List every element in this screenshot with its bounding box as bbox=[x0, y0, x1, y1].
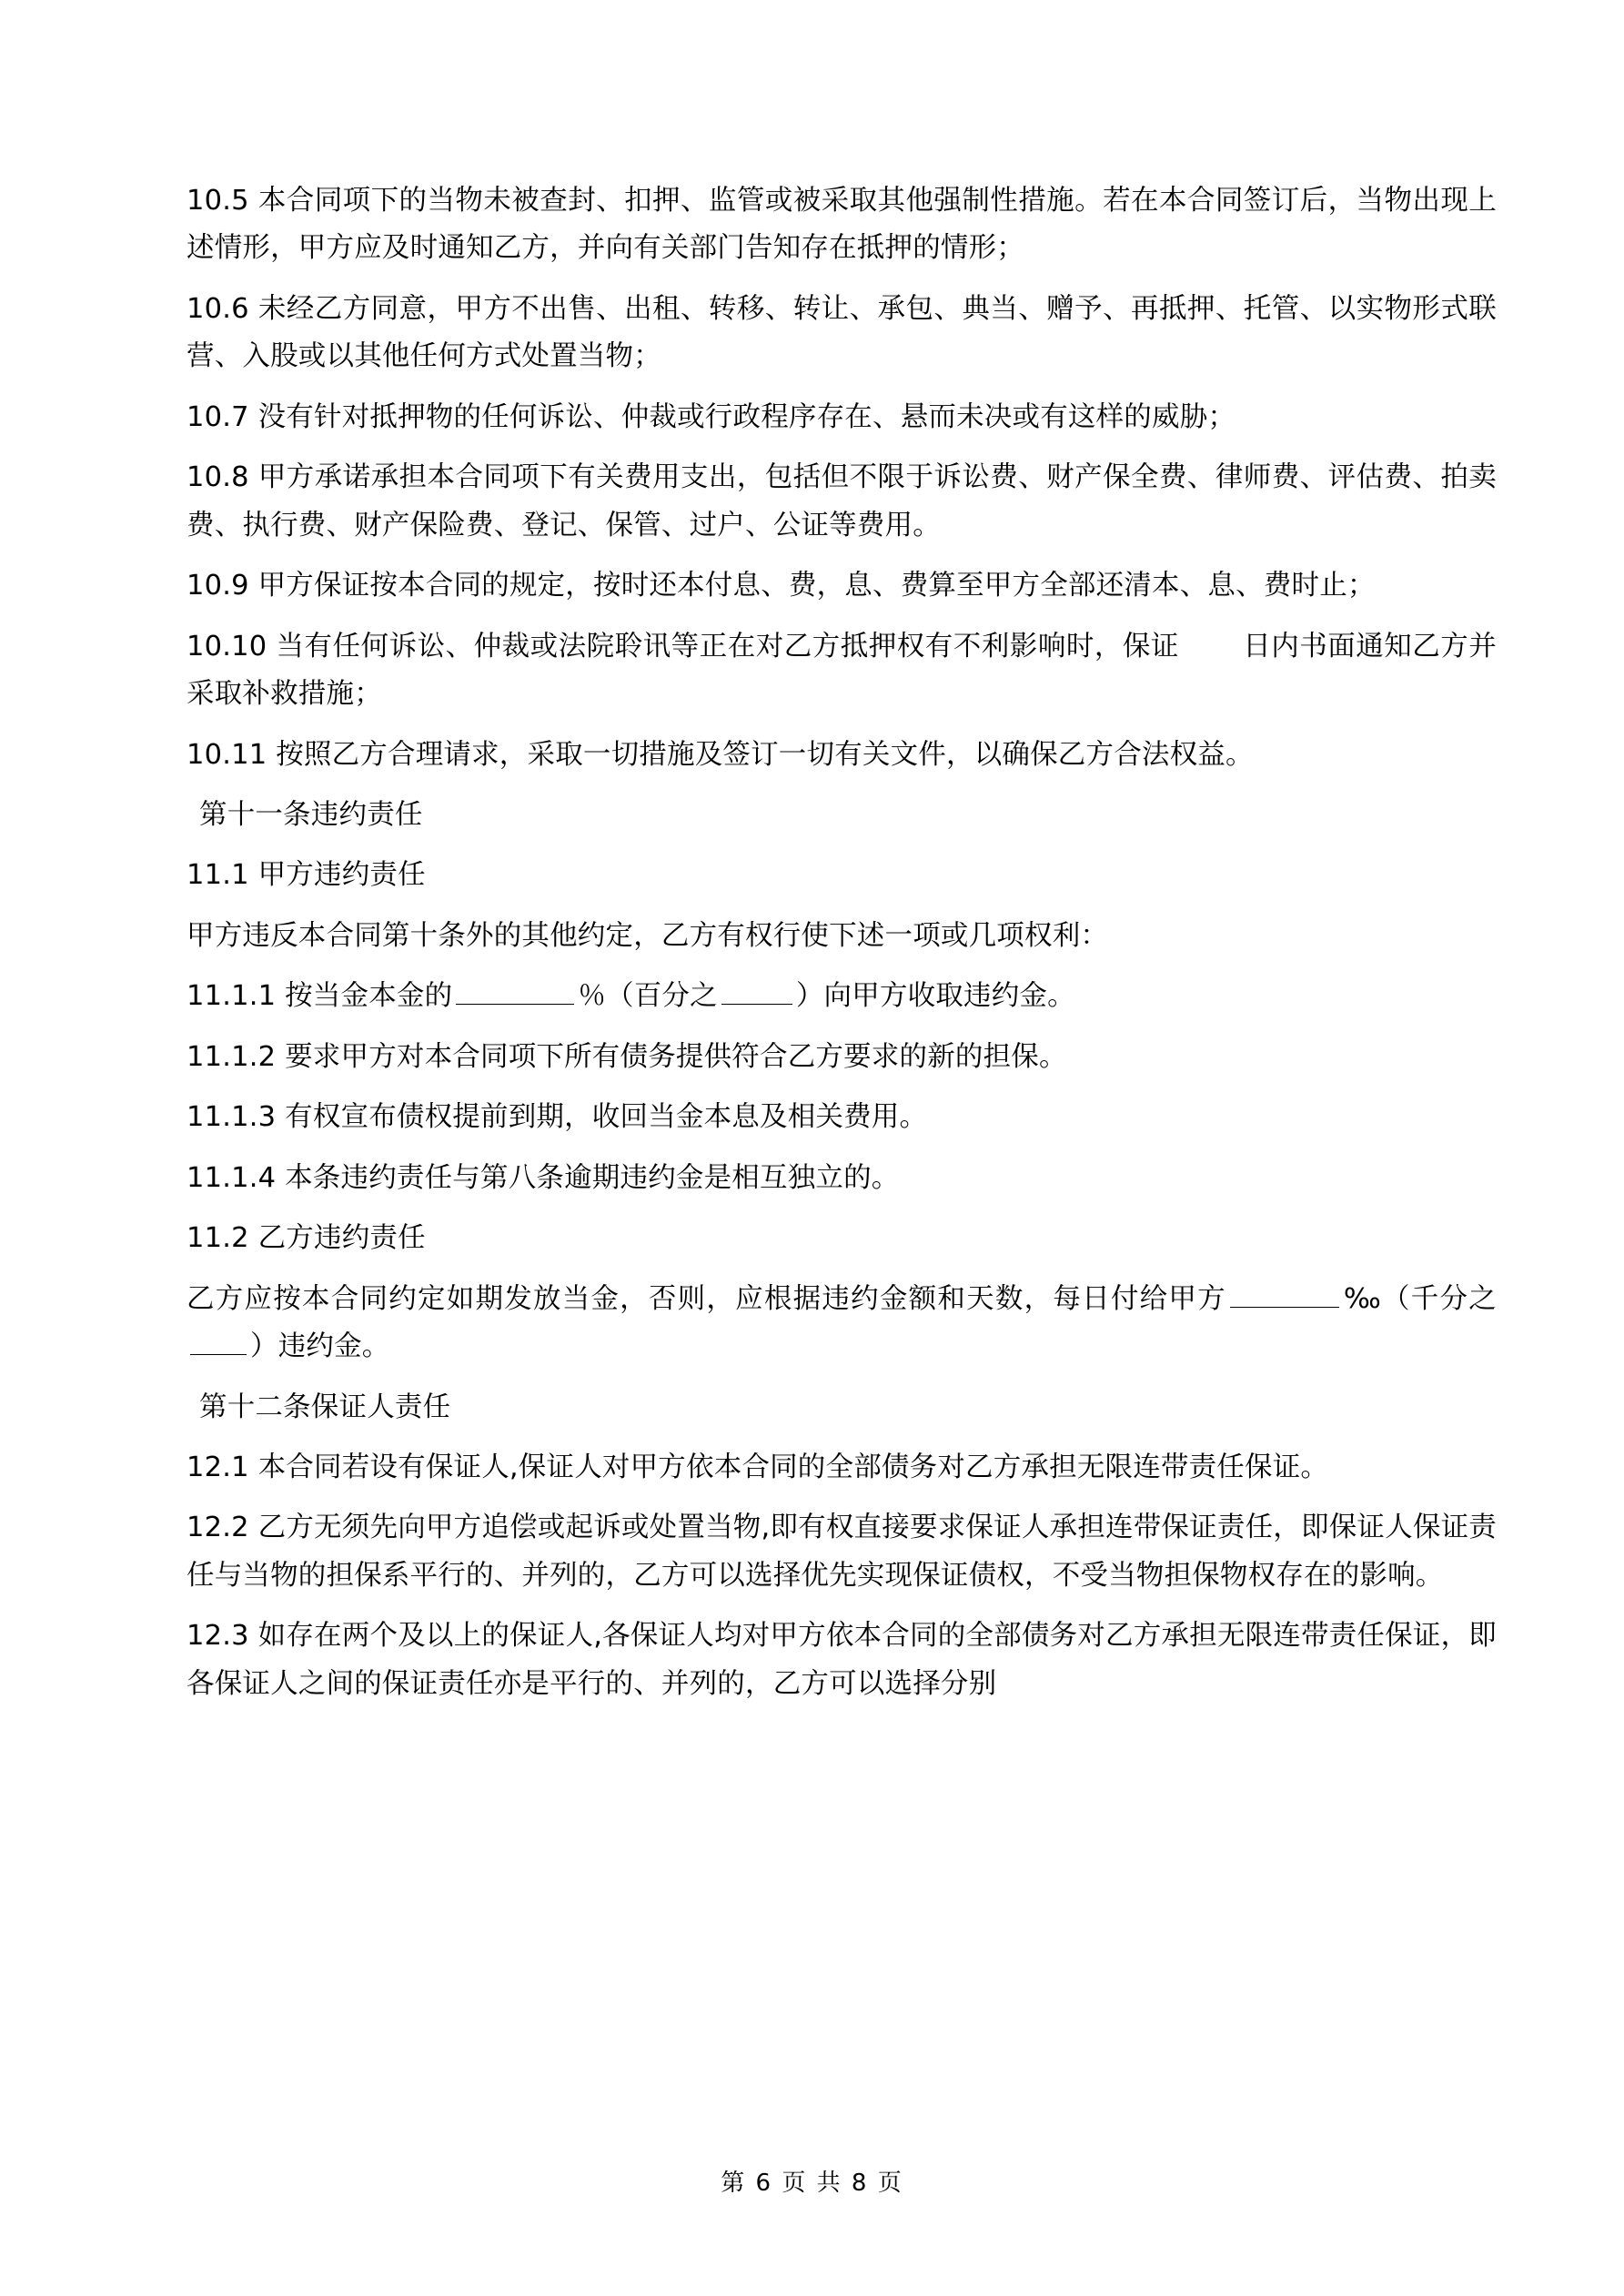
permille-fill-blank-1[interactable] bbox=[1230, 1279, 1339, 1308]
clause-10-5: 10.5 本合同项下的当物未被查封、扣押、监管或被采取其他强制性措施。若在本合同签订后，当物出现上述情形，甲方应及时通知乙方，并向有关部门告知存在抵押的情形； bbox=[187, 185, 1497, 265]
percent-fill-blank-1[interactable] bbox=[456, 976, 574, 1006]
clause-11-2-text-b: ‰（千分之 bbox=[1342, 1282, 1497, 1315]
clause-12-1: 12.1 本合同若设有保证人,保证人对甲方依本合同的全部债务对乙方承担无限连带责任保证。 bbox=[187, 1451, 1329, 1483]
clause-11-1-1-text-b: ％（百分之 bbox=[578, 980, 718, 1013]
heading-article-12: 第十二条保证人责任 bbox=[199, 1391, 451, 1423]
clause-11-1: 11.1 甲方违约责任 bbox=[187, 859, 426, 892]
clause-11-1-2: 11.1.2 要求甲方对本合同项下所有债务提供符合乙方要求的新的担保。 bbox=[187, 1040, 1067, 1073]
clause-11-2: 11.2 乙方违约责任 bbox=[187, 1222, 426, 1255]
clause-12-2: 12.2 乙方无须先向甲方追偿或起诉或处置当物,即有权直接要求保证人承担连带保证责任，即保证人保证责任与当物的担保系平行的、并列的，乙方可以选择优先实现保证债权，不受当物担保物权存在的影响。 bbox=[187, 1512, 1497, 1592]
clause-10-10-text-after: 日内书面通知乙方并采取补救措施； bbox=[187, 630, 1497, 711]
document-body bbox=[187, 177, 1497, 1708]
clause-10-8: 10.8 甲方承诺承担本合同项下有关费用支出，包括但不限于诉讼费、财产保全费、律师费、评估费、拍卖费、执行费、财产保险费、登记、保管、过户、公证等费用。 bbox=[187, 461, 1497, 541]
clause-10-11: 10.11 按照乙方合理请求，采取一切措施及签订一切有关文件，以确保乙方合法权益。 bbox=[187, 738, 1254, 771]
clause-10-6: 10.6 未经乙方同意，甲方不出售、出租、转移、转让、承包、典当、赠予、再抵押、托管、以实物形式联营、入股或以其他任何方式处置当物； bbox=[187, 292, 1497, 373]
clause-11-1-intro: 甲方违反本合同第十条外的其他约定，乙方有权行使下述一项或几项权利： bbox=[187, 919, 1109, 952]
clause-11-1-3: 11.1.3 有权宣布债权提前到期，收回当金本息及相关费用。 bbox=[187, 1101, 928, 1134]
clause-10-10-text-before: 10.10 当有任何诉讼、仲裁或法院聆讯等正在对乙方抵押权有不利影响时，保证 bbox=[187, 630, 1179, 663]
clause-10-7: 10.7 没有针对抵押物的任何诉讼、仲裁或行政程序存在、悬而未决或有这样的威胁； bbox=[187, 400, 1236, 433]
clause-11-1-1-text-a: 11.1.1 按当金本金的 bbox=[187, 980, 453, 1013]
clause-11-2-body bbox=[187, 1276, 1497, 1371]
page-footer: 第 6 页 共 8 页 bbox=[721, 2170, 903, 2197]
heading-article-11: 第十一条违约责任 bbox=[199, 798, 423, 831]
clause-11-2-text-a: 乙方应按本合同约定如期发放当金，否则，应根据违约金额和天数，每日付给甲方 bbox=[187, 1282, 1226, 1315]
clause-12-3: 12.3 如存在两个及以上的保证人,各保证人均对甲方依本合同的全部债务对乙方承担无限连带责任保证，即各保证人之间的保证责任亦是平行的、并列的，乙方可以选择分别 bbox=[187, 1620, 1497, 1700]
clause-11-1-1 bbox=[187, 973, 1497, 1020]
clause-11-1-1-text-c: ）向甲方收取违约金。 bbox=[795, 980, 1075, 1013]
percent-fill-blank-2[interactable] bbox=[721, 976, 792, 1006]
permille-fill-blank-2[interactable] bbox=[190, 1327, 247, 1356]
clause-10-10 bbox=[187, 623, 1497, 719]
clause-11-1-4: 11.1.4 本条违约责任与第八条逾期违约金是相互独立的。 bbox=[187, 1161, 900, 1194]
clause-11-2-text-c: ）违约金。 bbox=[250, 1330, 390, 1363]
clause-10-9: 10.9 甲方保证按本合同的规定，按时还本付息、费，息、费算至甲方全部还清本、息、费时止； bbox=[187, 570, 1376, 602]
